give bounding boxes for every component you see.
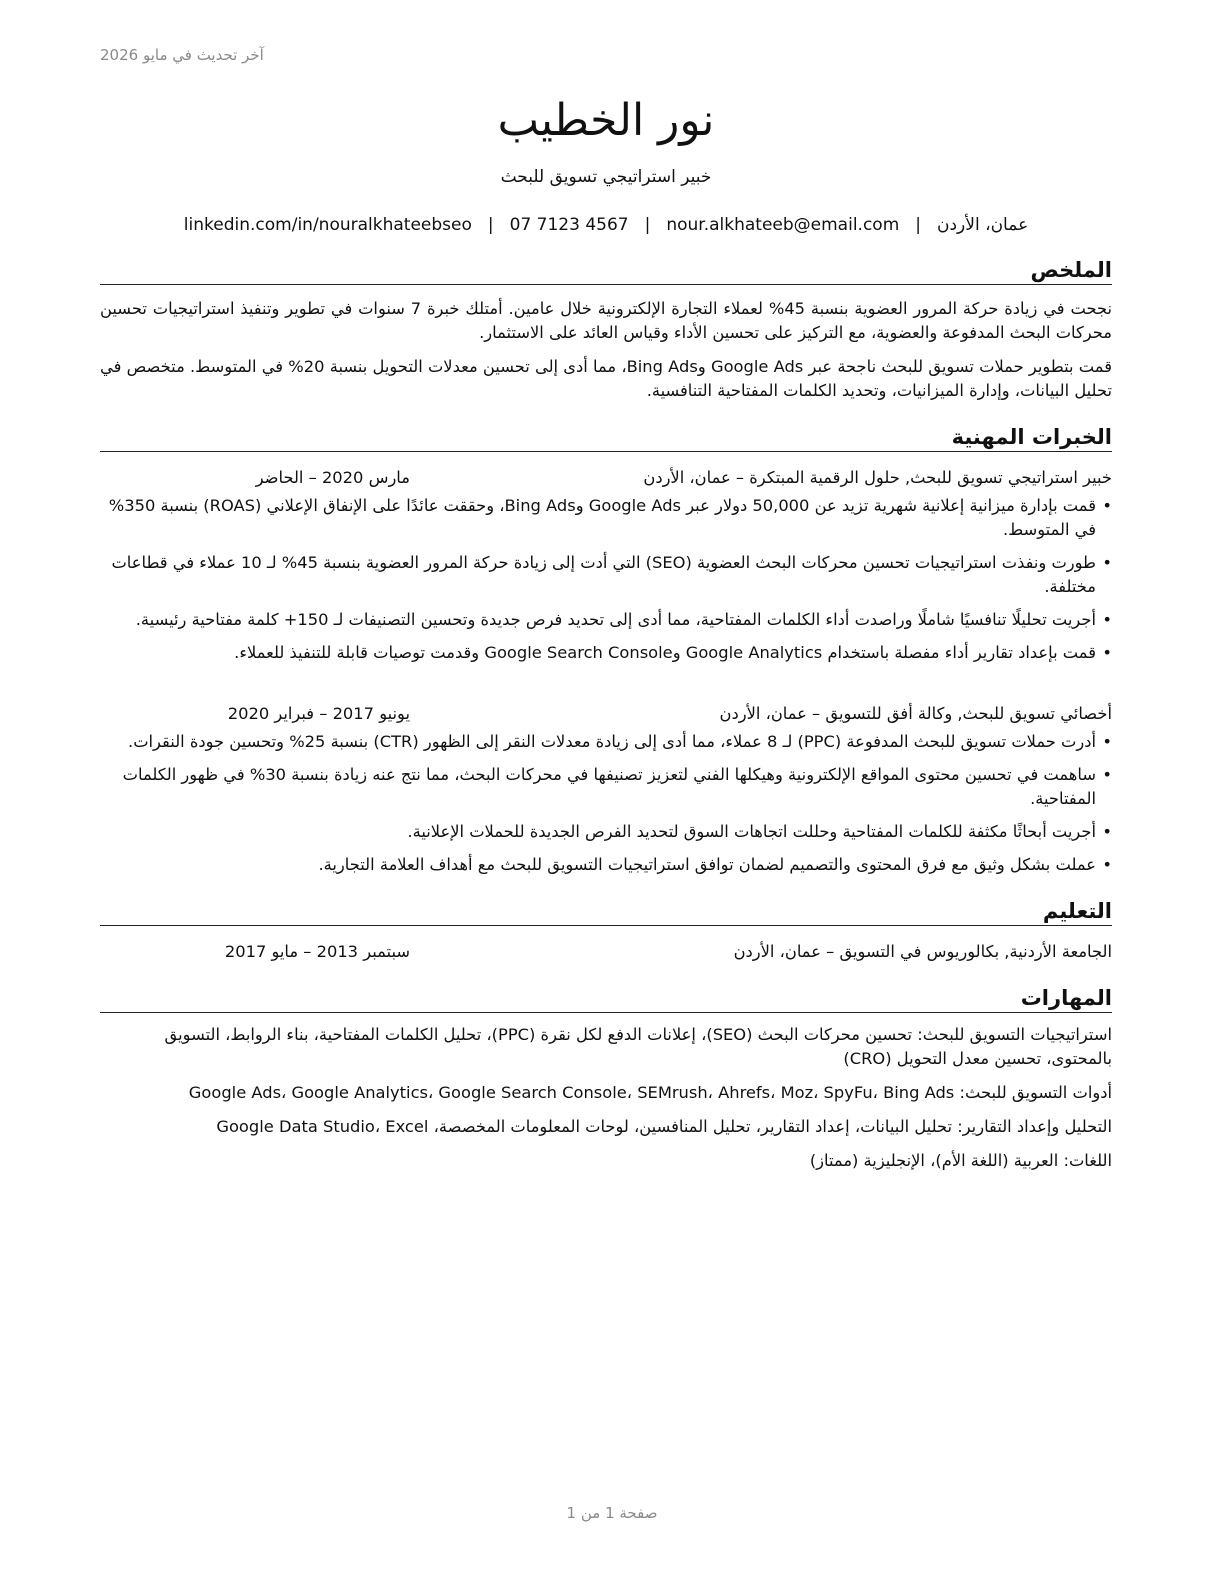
- contact-email[interactable]: nour.alkhateeb@email.com: [666, 215, 900, 235]
- skill-value: Google Ads، Google Analytics، Google Search Console، SEMrush، Ahrefs، Moz، SpyFu، Bing Ads: [188, 1083, 955, 1102]
- skill-line: [100, 1081, 1112, 1105]
- job-dates: يونيو 2017 – فبراير 2020: [227, 704, 410, 723]
- list-item: • قمت بإدارة ميزانية إعلانية شهرية تزيد عن 50,000 دولار عبر Google Ads وBing Ads، وحققت عائدًا على الإنفاق الإعلاني (ROAS) بنسبة 350% في المتوسط.: [100, 494, 1112, 542]
- list-item: • قمت بإعداد تقارير أداء مفصلة باستخدام Google Analytics وGoogle Search Console وقدمت توصيات قابلة للتنفيذ للعملاء.: [100, 641, 1112, 665]
- resume-content: [100, 92, 1112, 1173]
- skill-line: [100, 1023, 1112, 1071]
- skill-value: تحليل البيانات، إعداد التقارير، تحليل المنافسين، لوحات المعلومات المخصصة، Google Data Studio، Excel: [216, 1117, 953, 1136]
- skill-label: أدوات التسويق للبحث:: [959, 1083, 1112, 1102]
- skill-label: اللغات:: [1063, 1151, 1112, 1170]
- list-item: • ساهمت في تحسين محتوى المواقع الإلكترونية وهيكلها الفني لتعزيز تصنيفها في محركات البحث، مما نتج عنه زيادة بنسبة 30% في ظهور الكلمات المفتاحية.: [100, 763, 1112, 811]
- list-item: • أجريت أبحاثًا مكثفة للكلمات المفتاحية وحللت اتجاهات السوق لتحديد الفرص الجديدة للحملات الإعلانية.: [100, 820, 1112, 844]
- job-dates: مارس 2020 – الحاضر: [255, 468, 410, 487]
- job-bullets: [100, 494, 1112, 665]
- skill-line: [100, 1115, 1112, 1139]
- last-updated: آخر تحديث في مايو 2026: [100, 46, 264, 64]
- section-heading-summary: الملخص: [100, 256, 1112, 285]
- list-item: • أجريت تحليلًا تنافسيًا شاملًا وراصدت أداء الكلمات المفتاحية، مما أدى إلى تحديد فرص جديدة وتحسين التصنيفات لـ 150+ كلمة مفتاحية رئيسية.: [100, 608, 1112, 632]
- skill-line: [100, 1149, 1112, 1173]
- skill-label: استراتيجيات التسويق للبحث:: [917, 1025, 1112, 1044]
- education-institution: الجامعة الأردنية, بكالوريوس في التسويق – عمان، الأردن: [733, 942, 1112, 961]
- job-header: [100, 466, 1112, 490]
- job-entry: [100, 466, 1112, 665]
- page-number: صفحة 1 من 1: [566, 1504, 658, 1522]
- skill-value: تحسين محركات البحث (SEO)، إعلانات الدفع لكل نقرة (PPC)، تحليل الكلمات المفتاحية، بناء الروابط، التسويق بالمحتوى، تحسين معدل التحويل (CRO): [164, 1025, 1112, 1068]
- job-bullets: [100, 730, 1112, 877]
- person-name: نور الخطيب: [497, 95, 715, 146]
- summary-paragraph: قمت بتطوير حملات تسويق للبحث ناجحة عبر Google Ads وBing Ads، مما أدى إلى تحسين معدلات التحويل بنسبة 20% في المتوسط. متخصص في تحليل البيانات، وإدارة الميزانيات، وتحديد الكلمات المفتاحية التنافسية.: [100, 357, 1112, 400]
- education-dates: سبتمبر 2013 – مايو 2017: [224, 942, 410, 961]
- contact-phone: 07 7123 4567: [509, 215, 629, 235]
- contact-location: عمان، الأردن: [937, 215, 1029, 235]
- contact-linkedin[interactable]: linkedin.com/in/nouralkhateebseo: [183, 215, 472, 235]
- contact-separator: |: [487, 215, 494, 235]
- section-heading-education: التعليم: [100, 897, 1112, 926]
- job-role-company: أخصائي تسويق للبحث, وكالة أفق للتسويق – عمان، الأردن: [719, 704, 1112, 723]
- summary-paragraph: نجحت في زيادة حركة المرور العضوية بنسبة 45% لعملاء التجارة الإلكترونية خلال عامين. أمتلك خبرة 7 سنوات في تطوير وتنفيذ استراتيجيات تحسين محركات البحث المدفوعة والعضوية، مع التركيز على تحسين الأداء وقياس العائد على الاستثمار.: [100, 299, 1112, 342]
- job-header: [100, 702, 1112, 726]
- list-item: • أدرت حملات تسويق للبحث المدفوعة (PPC) لـ 8 عملاء، مما أدى إلى زيادة معدلات النقر إلى الظهور (CTR) بنسبة 25% وتحسين جودة النقرات.: [100, 730, 1112, 754]
- skill-value: العربية (اللغة الأم)، الإنجليزية (ممتاز): [809, 1151, 1059, 1170]
- section-heading-experience: الخبرات المهنية: [100, 423, 1112, 452]
- skill-label: التحليل وإعداد التقارير:: [957, 1117, 1112, 1136]
- list-item: • عملت بشكل وثيق مع فرق المحتوى والتصميم لضمان توافق استراتيجيات التسويق للبحث مع أهداف العلامة التجارية.: [100, 853, 1112, 877]
- job-entry: [100, 702, 1112, 877]
- job-role-company: خبير استراتيجي تسويق للبحث, حلول الرقمية المبتكرة – عمان، الأردن: [643, 468, 1112, 487]
- contact-line: [100, 212, 1112, 238]
- contact-separator: |: [644, 215, 651, 235]
- section-heading-skills: المهارات: [100, 984, 1112, 1013]
- contact-separator: |: [915, 215, 921, 235]
- education-entry: [100, 940, 1112, 964]
- job-title: خبير استراتيجي تسويق للبحث: [500, 167, 712, 187]
- list-item: • طورت ونفذت استراتيجيات تحسين محركات البحث العضوية (SEO) التي أدت إلى زيادة حركة المرور العضوية بنسبة 45% لـ 10 عملاء في قطاعات مختلفة.: [100, 551, 1112, 599]
